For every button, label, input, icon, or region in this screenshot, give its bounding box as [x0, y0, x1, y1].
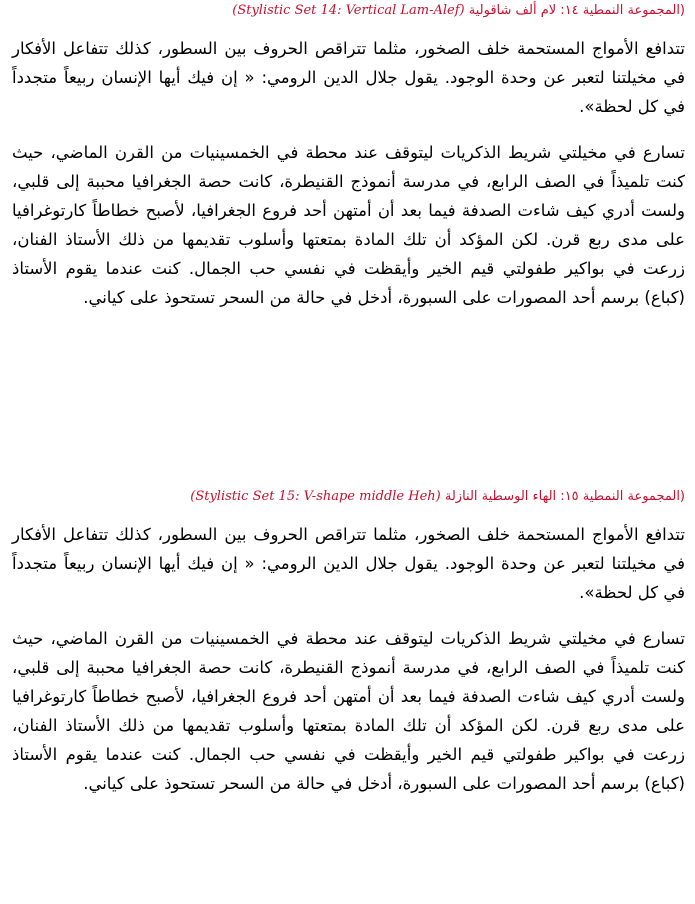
- heading-arabic: (المجموعة النمطية ١٤: لام ألف شاقولية: [468, 3, 685, 18]
- stylistic-set-15-section: [12, 488, 685, 815]
- section-heading: [12, 488, 685, 506]
- paragraph-2: تسارع في مخيلتي شريط الذكريات ليتوقف عند محطة في الخمسينيات من القرن الماضي، حيث كنت تلميذاً في الصف الرابع، في مدرسة أنموذج القنيطرة، كانت حصة الجغرافيا محببة إلى قلبي، ولست أدري كيف شاءت الصدفة فيما بعد أن أمتهن أحد فروع الجغرافيا، لأصبح خطاطاً كارتوغرافيا على مدى ربع قرن. لكن المؤكد أن تلك المادة بمتعتها وأسلوب تقديمها من ذلك الأستاذ الفنان، زرعت في بواكير طفولتي قيم الخير وأيقظت في نفسي حب الجمال. كنت عندما يقوم الأستاذ (كباع) برسم أحد المصورات على السبورة، أدخل في حالة من السحر تستحوذ على كياني.: [12, 629, 685, 793]
- section-heading: [12, 2, 685, 20]
- heading-latin: (Stylistic Set 15: V-shape middle Heh): [190, 489, 441, 504]
- paragraph-2: تسارع في مخيلتي شريط الذكريات ليتوقف عند محطة في الخمسينيات من القرن الماضي، حيث كنت تلميذاً في الصف الرابع، في مدرسة أنموذج القنيطرة، كانت حصة الجغرافيا محببة إلى قلبي، ولست أدري كيف شاءت الصدفة فيما بعد أن أمتهن أحد فروع الجغرافيا، لأصبح خطاطاً كارتوغرافيا على مدى ربع قرن. لكن المؤكد أن تلك المادة بمتعتها وأسلوب تقديمها من ذلك الأستاذ الفنان، زرعت في بواكير طفولتي قيم الخير وأيقظت في نفسي حب الجمال. كنت عندما يقوم الأستاذ (كباع) برسم أحد المصورات على السبورة، أدخل في حالة من السحر تستحوذ على كياني.: [12, 143, 685, 307]
- stylistic-set-14-section: [12, 2, 685, 329]
- paragraph-1: تتدافع الأمواج المستحمة خلف الصخور، مثلما تتراقص الحروف بين السطور، كذلك تتفاعل الأفكار في مخيلتنا لتعبر عن وحدة الوجود. يقول جلال الدين الرومي: « إن فيك أيها الإنسان ربيعاً متجدداً في كل لحظة».: [12, 525, 685, 602]
- paragraph-1: تتدافع الأمواج المستحمة خلف الصخور، مثلما تتراقص الحروف بين السطور، كذلك تتفاعل الأفكار في مخيلتنا لتعبر عن وحدة الوجود. يقول جلال الدين الرومي: « إن فيك أيها الإنسان ربيعاً متجدداً في كل لحظة».: [12, 39, 685, 116]
- heading-arabic: (المجموعة النمطية ١٥: الهاء الوسطية النازلة: [444, 489, 685, 504]
- heading-latin: (Stylistic Set 14: Vertical Lam-Alef): [232, 3, 465, 18]
